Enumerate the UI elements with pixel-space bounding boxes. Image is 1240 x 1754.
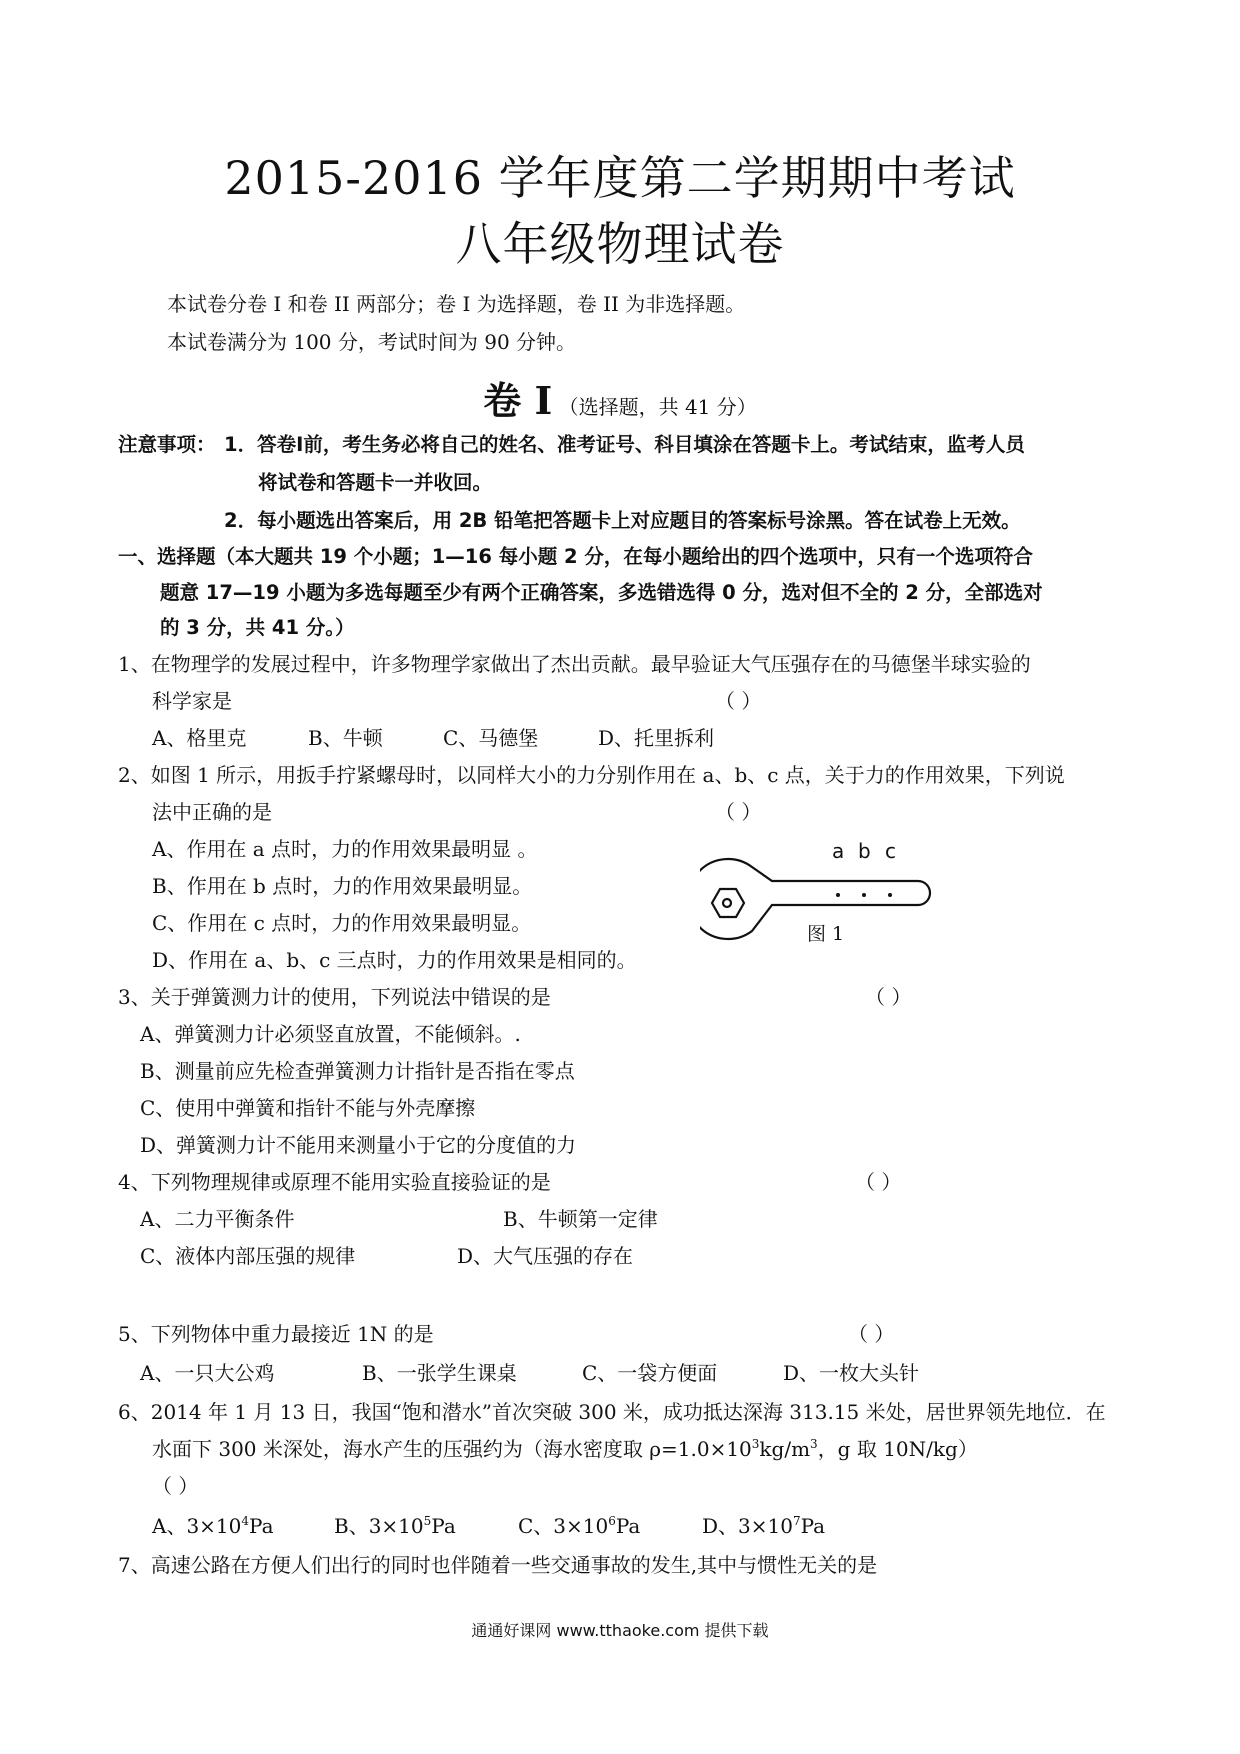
- question-1-option-c: C、马德堡: [443, 726, 539, 750]
- point-a-label: a: [832, 839, 845, 863]
- question-4-answer-blank: （ ）: [855, 1170, 902, 1194]
- question-4-option-b: B、牛顿第一定律: [503, 1207, 658, 1231]
- notice-label: 注意事项：: [118, 433, 216, 456]
- question-4-stem: 4、下列物理规律或原理不能用实验直接验证的是: [118, 1170, 551, 1194]
- question-3-option-b: B、测量前应先检查弹簧测力计指针是否指在零点: [140, 1059, 575, 1083]
- question-1-answer-blank: （ ）: [715, 689, 762, 713]
- question-1-option-d: D、托里拆利: [598, 726, 715, 750]
- section-note: （选择题，共 41 分）: [558, 395, 757, 419]
- question-2-stem-line-2: 法中正确的是: [152, 800, 272, 824]
- question-6-option-d: D、$3\times 10^7Pa$: [702, 1514, 826, 1538]
- section-heading: [0, 370, 1240, 425]
- point-b-label: b: [858, 839, 871, 863]
- notice-item-1-line-2: 将试卷和答题卡一并收回。: [258, 471, 493, 494]
- question-1-stem-line-1: 1、在物理学的发展过程中，许多物理学家做出了杰出贡献。最早验证大气压强存在的马德堡半球实验的: [118, 652, 1031, 676]
- question-2-option-c: C、作用在 c 点时，力的作用效果最明显。: [152, 911, 532, 935]
- exam-subtitle: 八年级物理试卷: [455, 217, 785, 271]
- section-label: 卷 I: [483, 378, 553, 423]
- point-b-dot: [862, 893, 866, 897]
- part1-instruction-line-2: 题意 17—19 小题为多选每题至少有两个正确答案，多选错选得 0 分，选对但不全的 2 分，全部选对: [160, 581, 1043, 604]
- question-5-option-c: C、一袋方便面: [582, 1361, 718, 1385]
- exam-title: 2015-2016 学年度第二学期期中考试: [224, 151, 1016, 205]
- question-2-answer-blank: （ ）: [715, 800, 762, 824]
- question-3-option-c: C、使用中弹簧和指针不能与外壳摩擦: [140, 1096, 476, 1120]
- question-1-stem-line-2: 科学家是: [152, 689, 232, 713]
- wrench-figure: [700, 830, 950, 950]
- question-6-stem-line-2: 水面下 300 米深处，海水产生的压强约为（海水密度取 $\rho=1.0\times 10^3kg/m^3$，g 取 10N/kg）: [152, 1437, 978, 1461]
- question-3-answer-blank: （ ）: [865, 985, 912, 1009]
- question-6-option-b: B、$3\times 10^5Pa$: [334, 1514, 456, 1538]
- question-5-option-a: A、一只大公鸡: [140, 1361, 275, 1385]
- question-6-option-c: C、$3\times 10^6Pa$: [518, 1514, 641, 1538]
- point-c-dot: [888, 893, 892, 897]
- question-4-option-a: A、二力平衡条件: [140, 1207, 295, 1231]
- part1-instruction-line-1: 一、选择题（本大题共 19 个小题；1—16 每小题 2 分，在每小题给出的四个选项中，只有一个选项符合: [118, 545, 1033, 568]
- notice-item-1-line-1: 1．答卷Ⅰ前，考生务必将自己的姓名、准考证号、科目填涂在答题卡上。考试结束，监考人员: [224, 433, 1025, 456]
- footer-source: 通通好课网 www.tthaoke.com 提供下载: [471, 1621, 769, 1640]
- figure-caption: 图 1: [807, 923, 845, 945]
- question-1-option-b: B、牛顿: [308, 726, 383, 750]
- question-6-answer-blank: （ ）: [152, 1474, 199, 1498]
- question-3-stem: 3、关于弹簧测力计的使用，下列说法中错误的是: [118, 985, 551, 1009]
- question-2-option-d: D、作用在 a、b、c 三点时，力的作用效果是相同的。: [152, 948, 637, 972]
- notice-item-2: 2．每小题选出答案后，用 2B 铅笔把答题卡上对应题目的答案标号涂黑。答在试卷上无效。: [224, 509, 1021, 532]
- question-7-stem: 7、高速公路在方便人们出行的同时也伴随着一些交通事故的发生,其中与惯性无关的是: [118, 1553, 878, 1577]
- point-a-dot: [836, 893, 840, 897]
- question-6-option-a: A、$3\times 10^4Pa$: [152, 1514, 274, 1538]
- part1-instruction-line-3: 的 3 分，共 41 分。）: [160, 616, 355, 639]
- question-2-stem-line-1: 2、如图 1 所示，用扳手拧紧螺母时，以同样大小的力分别作用在 a、b、c 点，关于力的作用效果，下列说: [118, 763, 1065, 787]
- question-3-option-a: A、弹簧测力计必须竖直放置，不能倾斜。.: [140, 1022, 521, 1046]
- question-5-stem: 5、下列物体中重力最接近 1N 的是: [118, 1322, 434, 1346]
- question-5-answer-blank: （ ）: [848, 1322, 895, 1346]
- question-4-option-c: C、液体内部压强的规律: [140, 1244, 356, 1268]
- question-2-option-b: B、作用在 b 点时，力的作用效果最明显。: [152, 874, 533, 898]
- question-5-option-b: B、一张学生课桌: [362, 1361, 517, 1385]
- question-4-option-d: D、大气压强的存在: [457, 1244, 634, 1268]
- question-1-option-a: A、格里克: [152, 726, 247, 750]
- question-3-option-d: D、弹簧测力计不能用来测量小于它的分度值的力: [140, 1133, 577, 1157]
- point-c-label: c: [885, 839, 896, 863]
- intro-line-2: 本试卷满分为 100 分，考试时间为 90 分钟。: [167, 330, 577, 354]
- intro-line-1: 本试卷分卷 I 和卷 II 两部分；卷 I 为选择题，卷 II 为非选择题。: [167, 292, 746, 316]
- question-6-stem-line-1: 6、2014 年 1 月 13 日，我国“饱和潜水”首次突破 300 米，成功抵达深海 313.15 米处，居世界领先地位．在: [118, 1400, 1106, 1424]
- question-2-option-a: A、作用在 a 点时，力的作用效果最明显 。: [152, 837, 538, 861]
- question-5-option-d: D、一枚大头针: [783, 1361, 920, 1385]
